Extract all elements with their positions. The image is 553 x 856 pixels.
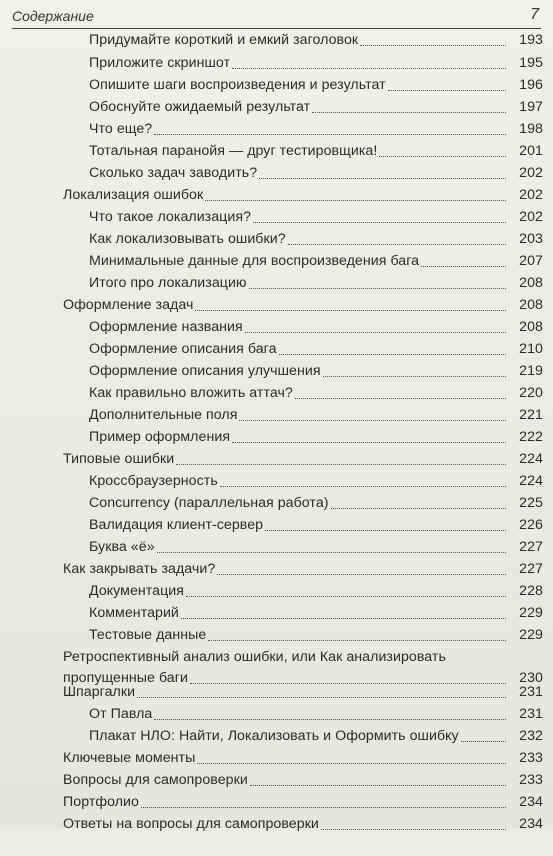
toc-entry-row [89, 165, 553, 182]
toc-entry-title: Шпаргалки [63, 684, 136, 700]
toc-entry-page: 208 [519, 275, 543, 291]
toc-entry-page: 220 [519, 385, 543, 401]
toc-entry-title: Вопросы для самопроверки [63, 772, 248, 788]
toc-entry-row [89, 275, 553, 292]
toc-entry-row [89, 143, 553, 160]
toc-entry-row [63, 297, 553, 314]
toc-entry-title: Тестовые данные [89, 627, 207, 643]
toc-entry-page: 201 [519, 143, 543, 159]
toc-entry-page: 232 [519, 728, 543, 744]
dot-leader [321, 829, 506, 830]
toc-entry-row [89, 517, 553, 534]
toc-entry-row [63, 794, 553, 811]
toc-entry-title: Валидация клиент-сервер [89, 517, 264, 533]
toc-entry-row [89, 253, 553, 270]
toc-entry-page: 221 [519, 407, 543, 423]
dot-leader [259, 178, 506, 179]
toc-entry-title: Оформление описания бага [89, 341, 277, 357]
toc-entry-row [63, 750, 553, 767]
toc-entry-page: 202 [519, 209, 543, 225]
toc-entry-row [63, 187, 553, 204]
toc-entry-title: Итого про локализацию [89, 275, 247, 291]
dot-leader [421, 266, 506, 267]
toc-entry-title: Приложите скриншот [89, 55, 231, 71]
toc-entry-row [89, 77, 553, 94]
toc-entry-title: Как закрывать задачи? [63, 561, 216, 577]
toc-entry-title: Портфолио [63, 794, 139, 810]
toc-entry-page: 198 [519, 121, 543, 137]
dot-leader [461, 741, 506, 742]
toc-entry-page: 230 [519, 670, 543, 686]
toc-entry-title: Буква «ё» [89, 539, 155, 555]
toc-entry-page: 229 [519, 627, 543, 643]
toc-entry-title: Локализация ошибок [63, 187, 204, 203]
toc-entry-row [63, 561, 553, 578]
toc-entry-title: Оформление задач [63, 297, 194, 313]
toc-entry-row [89, 495, 553, 512]
dot-leader [137, 697, 506, 698]
toc-entry-title: Придумайте короткий и емкий заголовок [89, 32, 359, 48]
toc-entry-row [63, 451, 553, 468]
toc-entry-title: Сколько задач заводить? [89, 165, 258, 181]
dot-leader [323, 376, 506, 377]
dot-leader [245, 332, 506, 333]
toc-entry-title: Как правильно вложить аттач? [89, 385, 293, 401]
toc-entry-row [89, 319, 553, 336]
toc-entry-row [89, 341, 553, 358]
dot-leader [220, 486, 506, 487]
dot-leader [253, 222, 506, 223]
toc-entry-title: Типовые ошибки [63, 451, 175, 467]
toc-entry-row [89, 32, 553, 49]
toc-entry-title: Комментарий [89, 605, 179, 621]
toc-entry-page: 227 [519, 539, 543, 555]
toc-entry-page: 202 [519, 187, 543, 203]
dot-leader [360, 45, 506, 46]
toc-entry-title: Оформление названия [89, 319, 243, 335]
page-number: 7 [530, 6, 539, 23]
toc-entry [63, 649, 553, 689]
toc-entry-row [89, 627, 553, 644]
dot-leader [154, 134, 506, 135]
toc-entry-row [89, 473, 553, 490]
toc-entry-page: 202 [519, 165, 543, 181]
dot-leader [279, 354, 506, 355]
toc-entry-title: Дополнительные поля [89, 407, 238, 423]
toc-entry-page: 219 [519, 363, 543, 379]
toc-entry-row [89, 706, 553, 723]
toc-entry-page: 208 [519, 319, 543, 335]
toc-entry-page: 234 [519, 816, 543, 832]
toc-entry-row [89, 407, 553, 424]
toc-entry-title-line2: пропущенные баги [63, 670, 188, 686]
dot-leader [249, 288, 506, 289]
toc-entry-page: 203 [519, 231, 543, 247]
dot-leader [388, 90, 506, 91]
toc-entry-page: 227 [519, 561, 543, 577]
dot-leader [239, 420, 506, 421]
toc-entry-title: Документация [89, 583, 185, 599]
running-header-title: Содержание [12, 8, 94, 24]
toc-entry-row [89, 209, 553, 226]
toc-entry-page: 226 [519, 517, 543, 533]
toc-entry-title: Ответы на вопросы для самопроверки [63, 816, 319, 832]
dot-leader [186, 596, 506, 597]
toc-entry-title: Обоснуйте ожидаемый результат [89, 99, 311, 115]
dot-leader [250, 785, 506, 786]
toc-entry-row [89, 121, 553, 138]
toc-entry-row [89, 231, 553, 248]
toc-entry-page: 229 [519, 605, 543, 621]
toc-entry-title: Пример оформления [89, 429, 231, 445]
toc-entry-page: 208 [519, 297, 543, 313]
toc-entry-page: 228 [519, 583, 543, 599]
toc-entry-title: Ключевые моменты [63, 750, 196, 766]
toc-entry-row [89, 55, 553, 72]
toc-entry-page: 207 [519, 253, 543, 269]
dot-leader [217, 574, 506, 575]
toc-entry-title-line1: Ретроспективный анализ ошибки, или Как анализировать [63, 649, 446, 665]
toc-entry-row [89, 385, 553, 402]
dot-leader [295, 398, 506, 399]
toc-entry-row [89, 539, 553, 556]
dot-leader [379, 156, 506, 157]
dot-leader [232, 442, 506, 443]
toc-entry-title: Что еще? [89, 121, 153, 137]
toc-entry-page: 233 [519, 772, 543, 788]
toc-entry-page: 224 [519, 451, 543, 467]
toc-entry-row [63, 772, 553, 789]
dot-leader [195, 310, 506, 311]
dot-leader [331, 508, 506, 509]
toc-entry-page: 222 [519, 429, 543, 445]
toc-entry-title: Concurrency (параллельная работа) [89, 495, 329, 511]
toc-entry-row [89, 583, 553, 600]
toc-entry-page: 231 [519, 684, 543, 700]
toc-entry-title: Опишите шаги воспроизведения и результат [89, 77, 386, 93]
toc-entry-page: 224 [519, 473, 543, 489]
dot-leader [205, 200, 506, 201]
toc-entry-row [63, 684, 553, 701]
toc-entry-page: 231 [519, 706, 543, 722]
toc-entry-row [89, 363, 553, 380]
toc-entry-row [89, 429, 553, 446]
dot-leader [232, 68, 506, 69]
toc-entry-row [89, 605, 553, 622]
toc-entry-page: 234 [519, 794, 543, 810]
toc-entry-title: Оформление описания улучшения [89, 363, 321, 379]
toc-entry-row [63, 816, 553, 833]
dot-leader [288, 244, 506, 245]
dot-leader [265, 530, 506, 531]
toc-entry-title: Что такое локализация? [89, 209, 252, 225]
toc-entry-title: Минимальные данные для воспроизведения бага [89, 253, 420, 269]
toc-entry-page: 233 [519, 750, 543, 766]
dot-leader [197, 763, 506, 764]
toc-entry-page: 195 [519, 55, 543, 71]
toc-entry-page: 193 [519, 32, 543, 48]
dot-leader [154, 719, 506, 720]
toc-entry-row [89, 99, 553, 116]
toc-entry-title: Как локализовывать ошибки? [89, 231, 286, 247]
toc-entry-page: 197 [519, 99, 543, 115]
dot-leader [157, 552, 506, 553]
toc-entry-page: 196 [519, 77, 543, 93]
toc-entry-title: Плакат НЛО: Найти, Локализовать и Оформить ошибку [89, 728, 459, 744]
toc-entry-title: Тотальная паранойя — друг тестировщика! [89, 143, 378, 159]
dot-leader [208, 640, 506, 641]
toc-entry-title: Кроссбраузерность [89, 473, 218, 489]
toc-entry-page: 210 [519, 341, 543, 357]
dot-leader [312, 112, 506, 113]
dot-leader [181, 618, 506, 619]
toc-entry-row [89, 728, 553, 745]
dot-leader [141, 807, 506, 808]
toc-entry-page: 225 [519, 495, 543, 511]
toc-entry [63, 816, 553, 856]
dot-leader [176, 464, 506, 465]
toc-entry-title: От Павла [89, 706, 153, 722]
